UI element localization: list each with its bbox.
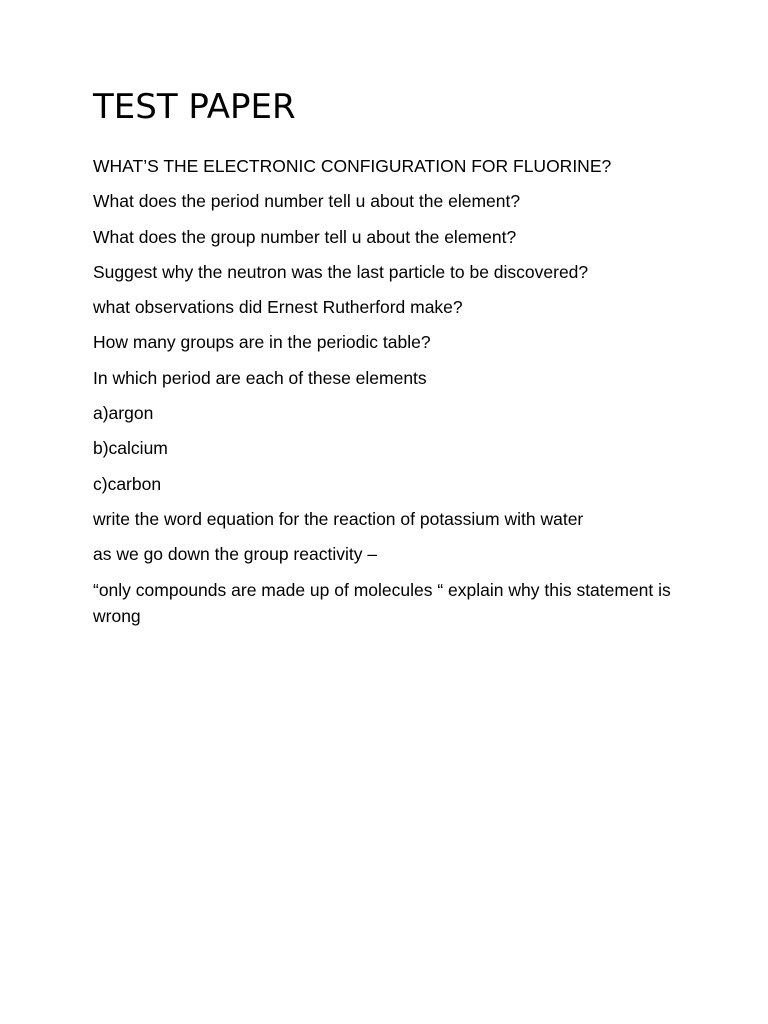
answer-option: b)calcium (93, 438, 168, 459)
question-line: “only compounds are made up of molecules “ explain why this statement is wrong (93, 579, 671, 626)
question-line: What does the period number tell u about the element? (93, 191, 521, 212)
question-line: How many groups are in the periodic table? (93, 332, 431, 353)
answer-option: a)argon (93, 403, 154, 424)
question-line: In which period are each of these elements (93, 367, 427, 388)
page-title: TEST PAPER (93, 87, 296, 127)
question-line: as we go down the group reactivity – (93, 544, 378, 565)
question-line: write the word equation for the reaction of potassium with water (93, 508, 584, 529)
answer-option: c)carbon (93, 473, 162, 494)
question-line: What does the group number tell u about the element? (93, 226, 517, 247)
question-line: what observations did Ernest Rutherford make? (93, 297, 463, 318)
question-line: Suggest why the neutron was the last particle to be discovered? (93, 261, 589, 282)
question-line: WHAT’S THE ELECTRONIC CONFIGURATION FOR FLUORINE? (93, 156, 612, 176)
question-list (93, 153, 673, 638)
